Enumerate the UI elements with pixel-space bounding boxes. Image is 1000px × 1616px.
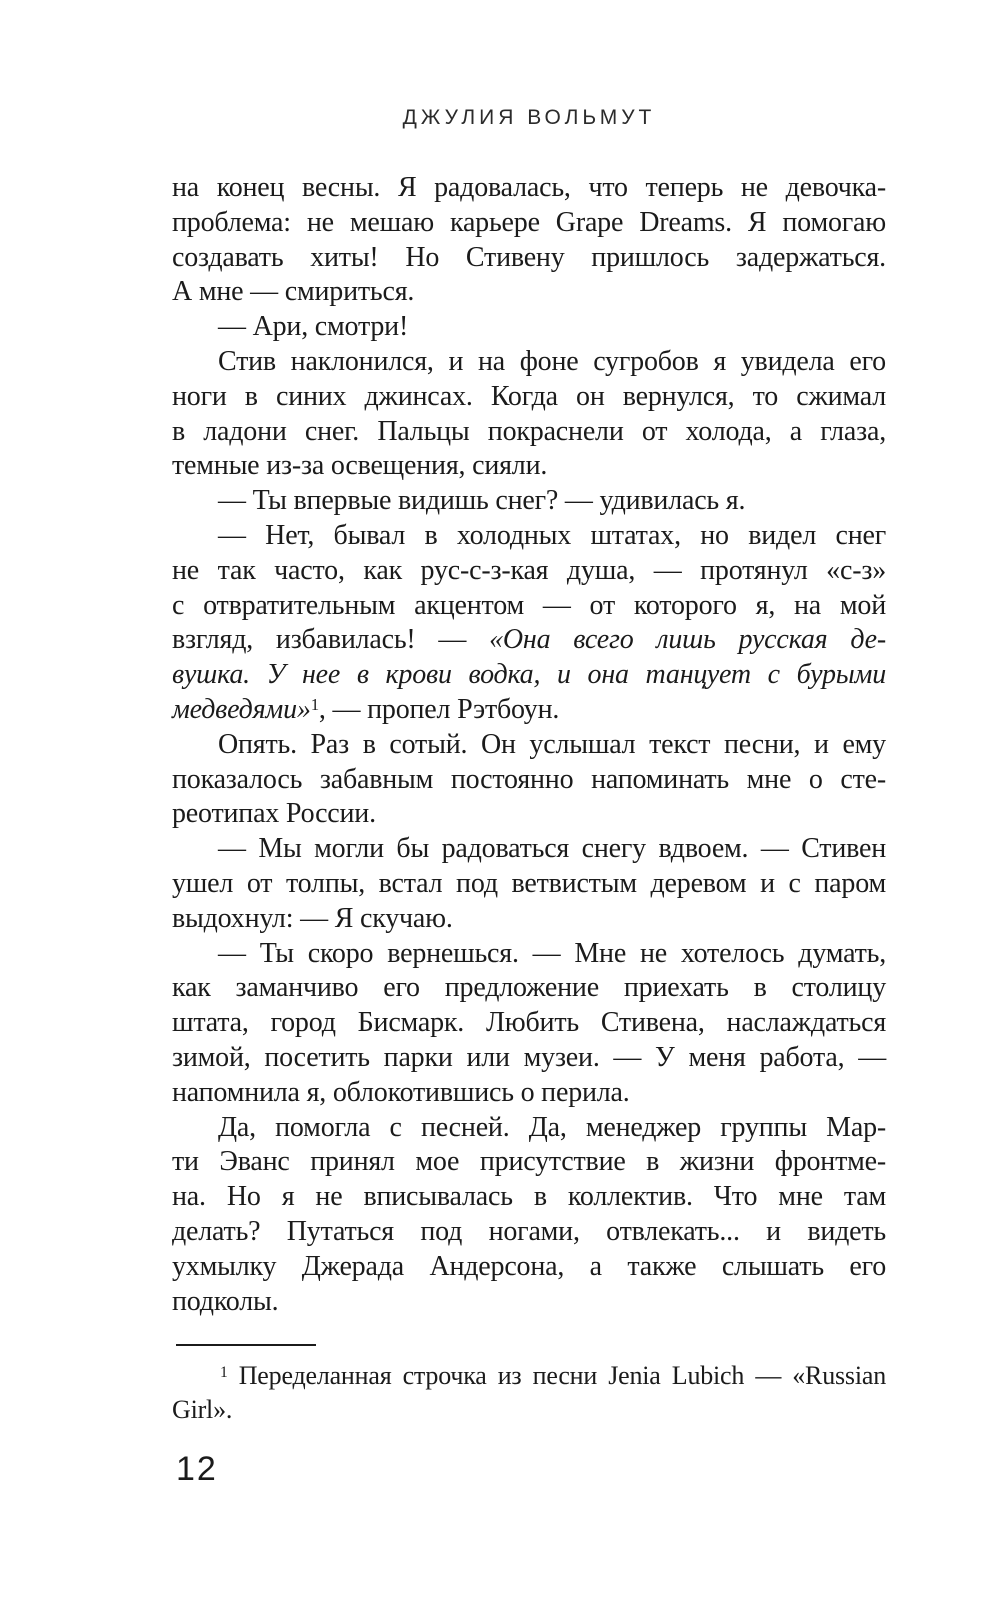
- text-line: [172, 1250, 886, 1285]
- text-run: создавать хиты! Но Стивену пришлось задержаться.: [172, 241, 886, 273]
- italic-text-run: медведями»: [172, 693, 311, 725]
- text-run: не так часто, как рус-с-з-кая душа, — протянул «с-з»: [172, 554, 886, 586]
- text-line: [172, 1393, 886, 1427]
- text-line: [172, 310, 886, 345]
- text-line: [172, 728, 886, 763]
- paragraph: [172, 832, 886, 936]
- text-line: [172, 797, 886, 832]
- text-line: [172, 241, 886, 276]
- text-line: [172, 693, 886, 728]
- page-number: 12: [176, 1450, 218, 1488]
- text-line: [172, 415, 886, 450]
- footnote: [172, 1359, 886, 1427]
- text-run: в ладони снег. Пальцы покраснели от холода, а глаза,: [172, 415, 886, 447]
- text-run: показалось забавным постоянно напоминать мне о сте-: [172, 763, 886, 795]
- text-line: [172, 658, 886, 693]
- running-header: ДЖУЛИЯ ВОЛЬМУТ: [402, 106, 656, 129]
- text-line: [172, 380, 886, 415]
- paragraph: [172, 519, 886, 728]
- text-run: на. Но я не вписывалась в коллектив. Что мне там: [172, 1181, 886, 1213]
- text-run: — Ты скоро вернешься. — Мне не хотелось думать,: [218, 937, 886, 969]
- text-line: [172, 484, 886, 519]
- paragraph: [172, 171, 886, 310]
- text-run: выдохнул: — Я скучаю.: [172, 902, 453, 934]
- text-run: взгляд, избавилась! —: [172, 624, 490, 656]
- text-line: [172, 763, 886, 798]
- text-line: [172, 623, 886, 658]
- footnote-marker: 1: [310, 695, 319, 715]
- text-run: Да, помогла с песней. Да, менеджер группы Мар-: [218, 1111, 886, 1143]
- paragraph: [172, 484, 886, 519]
- text-line: [172, 937, 886, 972]
- text-line: [172, 1359, 886, 1393]
- paragraph: [172, 937, 886, 1111]
- text-run: напомнила я, облокотившись о перила.: [172, 1076, 630, 1108]
- text-run: зимой, посетить парки или музеи. — У меня работа, —: [172, 1041, 886, 1073]
- text-run: на конец весны. Я радовалась, что теперь не девочка-: [172, 172, 886, 203]
- text-run: — Нет, бывал в холодных штатах, но видел снег: [218, 519, 886, 551]
- text-run: Girl».: [172, 1395, 233, 1424]
- text-line: [172, 589, 886, 624]
- text-run: Опять. Раз в сотый. Он услышал текст песни, и ему: [218, 728, 886, 760]
- text-run: ухмылку Джерада Андерсона, а также слышать его: [172, 1250, 886, 1282]
- text-run: делать? Путаться под ногами, отвлекать... и видеть: [172, 1215, 886, 1247]
- text-line: [172, 1006, 886, 1041]
- text-run: Стив наклонился, и на фоне сугробов я увидела его: [218, 345, 886, 377]
- text-run: ноги в синих джинсах. Когда он вернулся, то сжимал: [172, 380, 886, 412]
- footnote-marker: 1: [220, 1363, 228, 1381]
- paragraph: [172, 1111, 886, 1320]
- text-run: с отвратительным акцентом — от которого я, на мой: [172, 589, 886, 621]
- text-line: [172, 171, 886, 206]
- italic-text-run: вушка. У нее в крови водка, и она танцует с бурыми: [172, 659, 886, 691]
- body-text: [172, 171, 886, 1319]
- text-line: [172, 519, 886, 554]
- text-run: А мне — смириться.: [172, 276, 415, 308]
- text-line: [172, 1111, 886, 1146]
- text-line: [172, 1180, 886, 1215]
- text-run: проблема: не мешаю карьере Grape Dreams. Я помогаю: [172, 206, 886, 238]
- text-line: [172, 345, 886, 380]
- text-line: [172, 902, 886, 937]
- paragraph: [172, 728, 886, 832]
- text-run: темные из-за освещения, сияли.: [172, 450, 548, 482]
- text-line: [172, 1215, 886, 1250]
- text-line: [172, 554, 886, 589]
- text-line: [172, 1076, 886, 1111]
- italic-text-run: «Она всего лишь русская де-: [489, 624, 886, 656]
- text-run: — Ты впервые видишь снег? — удивилась я.: [218, 485, 746, 517]
- paragraph: [172, 310, 886, 345]
- text-run: штата, город Бисмарк. Любить Стивена, наслаждаться: [172, 1007, 886, 1039]
- text-run: — Мы могли бы радоваться снегу вдвоем. — Стивен: [218, 833, 886, 865]
- text-line: [172, 971, 886, 1006]
- text-run: Переделанная строчка из песни Jenia Lubich — «Russian: [227, 1361, 886, 1390]
- text-run: , — пропел Рэтбоун.: [318, 693, 560, 725]
- text-line: [172, 449, 886, 484]
- text-run: — Ари, смотри!: [218, 311, 409, 343]
- text-run: реотипах России.: [172, 798, 376, 830]
- text-line: [172, 1285, 886, 1320]
- text-run: ти Эванс принял мое присутствие в жизни фронтме-: [172, 1146, 886, 1178]
- text-line: [172, 867, 886, 902]
- text-line: [172, 275, 886, 310]
- text-run: как заманчиво его предложение приехать в столицу: [172, 972, 886, 1004]
- text-run: ушел от толпы, встал под ветвистым деревом и с паром: [172, 867, 886, 899]
- text-line: [172, 1041, 886, 1076]
- text-line: [172, 206, 886, 241]
- footnote-divider: [176, 1344, 316, 1346]
- text-run: подколы.: [172, 1285, 279, 1317]
- paragraph: [172, 345, 886, 484]
- text-line: [172, 832, 886, 867]
- text-line: [172, 1145, 886, 1180]
